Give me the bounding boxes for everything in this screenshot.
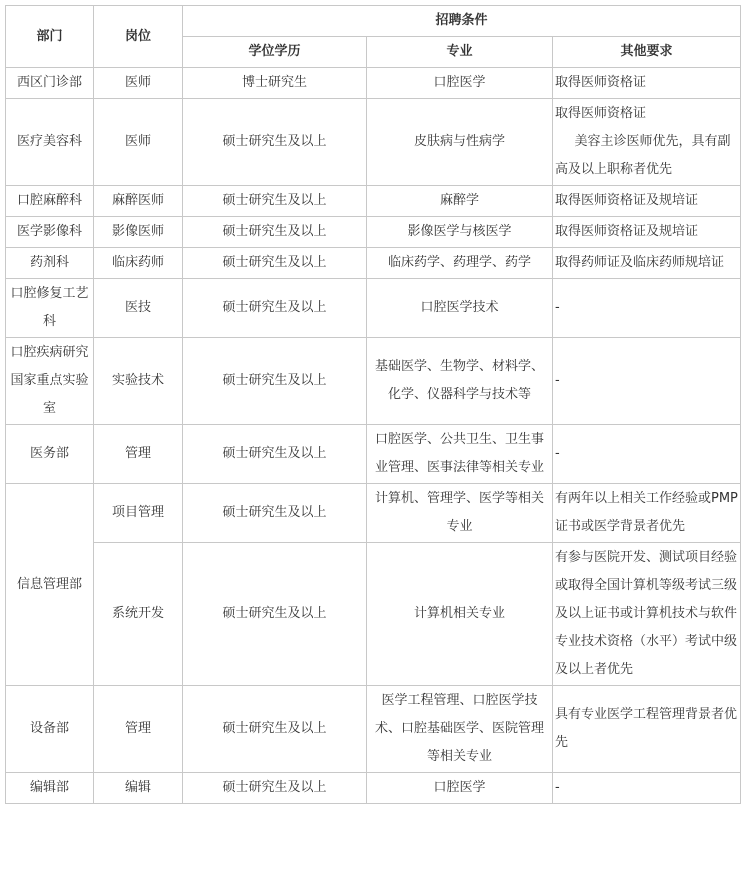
- degree-cell: 硕士研究生及以上: [183, 425, 367, 484]
- position-cell: 实验技术: [94, 338, 183, 425]
- table-row: [6, 99, 741, 186]
- degree-cell: 硕士研究生及以上: [183, 279, 367, 338]
- major-cell: 基础医学、生物学、材料学、化学、仪器科学与技术等: [367, 338, 553, 425]
- other-cell: 取得医师资格证: [553, 68, 741, 99]
- table-row: [6, 217, 741, 248]
- table-row: [6, 248, 741, 279]
- major-cell: 口腔医学技术: [367, 279, 553, 338]
- major-cell: 影像医学与核医学: [367, 217, 553, 248]
- position-cell: 麻醉医师: [94, 186, 183, 217]
- dept-cell: 设备部: [6, 686, 94, 773]
- table-row: [6, 186, 741, 217]
- other-cell: -: [553, 773, 741, 804]
- position-cell: 管理: [94, 425, 183, 484]
- major-cell: 计算机相关专业: [367, 543, 553, 686]
- degree-cell: 硕士研究生及以上: [183, 338, 367, 425]
- header-position: 岗位: [94, 6, 183, 68]
- other-cell: 具有专业医学工程管理背景者优先: [553, 686, 741, 773]
- position-cell: 系统开发: [94, 543, 183, 686]
- major-cell: 麻醉学: [367, 186, 553, 217]
- position-cell: 影像医师: [94, 217, 183, 248]
- table-row: [6, 338, 741, 425]
- degree-cell: 硕士研究生及以上: [183, 248, 367, 279]
- header-dept: 部门: [6, 6, 94, 68]
- dept-cell: 口腔修复工艺科: [6, 279, 94, 338]
- table-row: [6, 425, 741, 484]
- other-cell: -: [553, 338, 741, 425]
- major-cell: 口腔医学: [367, 68, 553, 99]
- dept-cell: 口腔疾病研究国家重点实验室: [6, 338, 94, 425]
- dept-cell: 信息管理部: [6, 484, 94, 686]
- degree-cell: 博士研究生: [183, 68, 367, 99]
- table-row: [6, 279, 741, 338]
- dept-cell: 药剂科: [6, 248, 94, 279]
- degree-cell: 硕士研究生及以上: [183, 99, 367, 186]
- other-cell: [553, 99, 741, 186]
- other-cell: 取得医师资格证及规培证: [553, 186, 741, 217]
- position-cell: 编辑: [94, 773, 183, 804]
- other-cell: -: [553, 425, 741, 484]
- header-row: [6, 6, 741, 37]
- dept-cell: 医疗美容科: [6, 99, 94, 186]
- degree-cell: 硕士研究生及以上: [183, 686, 367, 773]
- dept-cell: 医学影像科: [6, 217, 94, 248]
- major-cell: 计算机、管理学、医学等相关专业: [367, 484, 553, 543]
- header-degree: 学位学历: [183, 37, 367, 68]
- major-cell: 皮肤病与性病学: [367, 99, 553, 186]
- degree-cell: 硕士研究生及以上: [183, 773, 367, 804]
- dept-cell: 医务部: [6, 425, 94, 484]
- table-row: [6, 686, 741, 773]
- header-major: 专业: [367, 37, 553, 68]
- position-cell: 临床药师: [94, 248, 183, 279]
- degree-cell: 硕士研究生及以上: [183, 217, 367, 248]
- other-line: 美容主诊医师优先，具有副高及以上职称者优先: [555, 134, 731, 177]
- dept-cell: 西区门诊部: [6, 68, 94, 99]
- major-cell: 医学工程管理、口腔医学技术、口腔基础医学、医院管理等相关专业: [367, 686, 553, 773]
- other-cell: 有参与医院开发、测试项目经验或取得全国计算机等级考试三级及以上证书或计算机技术与软件专业技术资格（水平）考试中级及以上者优先: [553, 543, 741, 686]
- table-row: [6, 68, 741, 99]
- recruitment-table: [5, 5, 741, 804]
- other-cell: 取得医师资格证及规培证: [553, 217, 741, 248]
- table-row: [6, 543, 741, 686]
- major-cell: 临床药学、药理学、药学: [367, 248, 553, 279]
- header-conditions: 招聘条件: [183, 6, 741, 37]
- degree-cell: 硕士研究生及以上: [183, 484, 367, 543]
- table-row: [6, 484, 741, 543]
- position-cell: 管理: [94, 686, 183, 773]
- degree-cell: 硕士研究生及以上: [183, 543, 367, 686]
- position-cell: 项目管理: [94, 484, 183, 543]
- header-other: 其他要求: [553, 37, 741, 68]
- other-cell: 取得药师证及临床药师规培证: [553, 248, 741, 279]
- position-cell: 医师: [94, 99, 183, 186]
- other-cell: 有两年以上相关工作经验或PMP证书或医学背景者优先: [553, 484, 741, 543]
- major-cell: 口腔医学: [367, 773, 553, 804]
- table-row: [6, 773, 741, 804]
- position-cell: 医技: [94, 279, 183, 338]
- position-cell: 医师: [94, 68, 183, 99]
- major-cell: 口腔医学、公共卫生、卫生事业管理、医事法律等相关专业: [367, 425, 553, 484]
- other-cell: -: [553, 279, 741, 338]
- dept-cell: 口腔麻醉科: [6, 186, 94, 217]
- other-line: 取得医师资格证: [555, 106, 647, 121]
- degree-cell: 硕士研究生及以上: [183, 186, 367, 217]
- dept-cell: 编辑部: [6, 773, 94, 804]
